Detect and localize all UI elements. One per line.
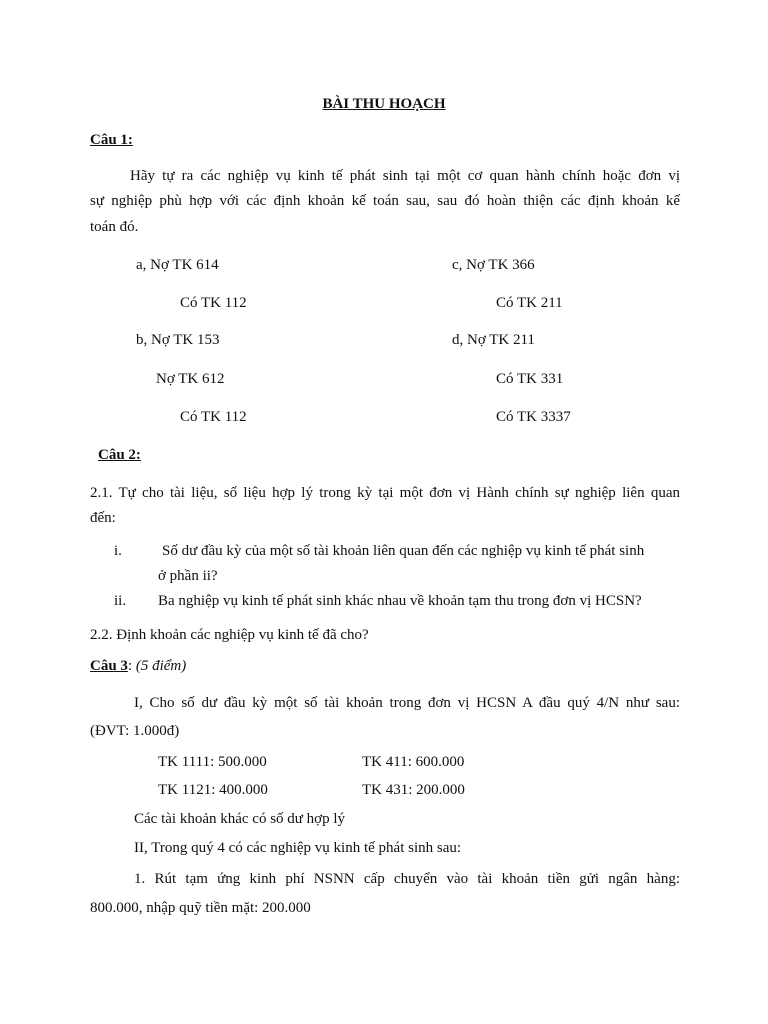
- entry-c-debit: c, Nợ TK 366: [452, 257, 535, 273]
- entry-d-debit: d, Nợ TK 211: [452, 332, 535, 348]
- operation-1-line-1: 1. Rút tạm ứng kinh phí NSNN cấp chuyển vào tài khoản tiền gửi ngân hàng:: [134, 871, 680, 887]
- document-title: BÀI THU HOẠCH: [322, 96, 446, 112]
- entry-b-credit: Có TK 112: [180, 409, 247, 425]
- question-1-heading: Câu 1:: [90, 132, 133, 148]
- list-item-ii: Ba nghiệp vụ kinh tế phát sinh khác nhau về khoản tạm thu trong đơn vị HCSN?: [158, 593, 642, 609]
- operation-1-line-2: 800.000, nhập quỹ tiền mặt: 200.000: [90, 900, 311, 916]
- balance-tk1111: TK 1111: 500.000: [158, 754, 267, 770]
- list-marker-ii: ii.: [114, 593, 127, 609]
- question-3-part-1-line-1: I, Cho số dư đầu kỳ một số tài khoản trong đơn vị HCSN A đầu quý 4/N như sau:: [134, 695, 680, 711]
- list-item-i-line-2: ở phần ii?: [158, 568, 218, 584]
- entry-a-debit: a, Nợ TK 614: [136, 257, 219, 273]
- balance-tk1121: TK 1121: 400.000: [158, 782, 268, 798]
- list-marker-i: i.: [114, 543, 122, 559]
- question-3-heading-line: [90, 656, 186, 676]
- question-3-part-2: II, Trong quý 4 có các nghiệp vụ kinh tế phát sinh sau:: [134, 840, 462, 856]
- question-2-2: 2.2. Định khoản các nghiệp vụ kinh tế đã cho?: [90, 627, 369, 643]
- question-1-text-line-2: sự nghiệp phù hợp với các định khoản kế toán sau, sau đó hoàn thiện các định khoản kế: [90, 193, 680, 209]
- other-accounts-note: Các tài khoản khác có số dư hợp lý: [134, 811, 346, 827]
- question-3-colon: :: [127, 658, 136, 674]
- entry-b-debit-2: Nợ TK 612: [156, 371, 225, 387]
- list-item-i-line-1: Số dư đầu kỳ của một số tài khoản liên quan đến các nghiệp vụ kinh tế phát sinh: [162, 543, 645, 559]
- question-2-1-line-2: đến:: [90, 510, 116, 526]
- question-3-points: (5 điểm): [135, 658, 187, 674]
- balance-tk431: TK 431: 200.000: [362, 782, 465, 798]
- entry-c-credit: Có TK 211: [496, 295, 563, 311]
- question-1-text-line-1: Hãy tự ra các nghiệp vụ kinh tế phát sinh tại một cơ quan hành chính hoặc đơn vị: [130, 168, 680, 184]
- question-2-1-line-1: 2.1. Tự cho tài liệu, số liệu hợp lý trong kỳ tại một đơn vị Hành chính sự nghiệp liên quan: [90, 485, 680, 501]
- question-2-heading: Câu 2:: [98, 447, 141, 463]
- question-3-unit: (ĐVT: 1.000đ): [90, 723, 180, 739]
- question-3-heading: Câu 3: [90, 658, 128, 674]
- entry-d-credit-1: Có TK 331: [496, 371, 564, 387]
- balance-tk411: TK 411: 600.000: [362, 754, 465, 770]
- question-1-text-line-3: toán đó.: [90, 219, 139, 235]
- entry-d-credit-2: Có TK 3337: [496, 409, 571, 425]
- entry-a-credit: Có TK 112: [180, 295, 247, 311]
- entry-b-debit-1: b, Nợ TK 153: [136, 332, 220, 348]
